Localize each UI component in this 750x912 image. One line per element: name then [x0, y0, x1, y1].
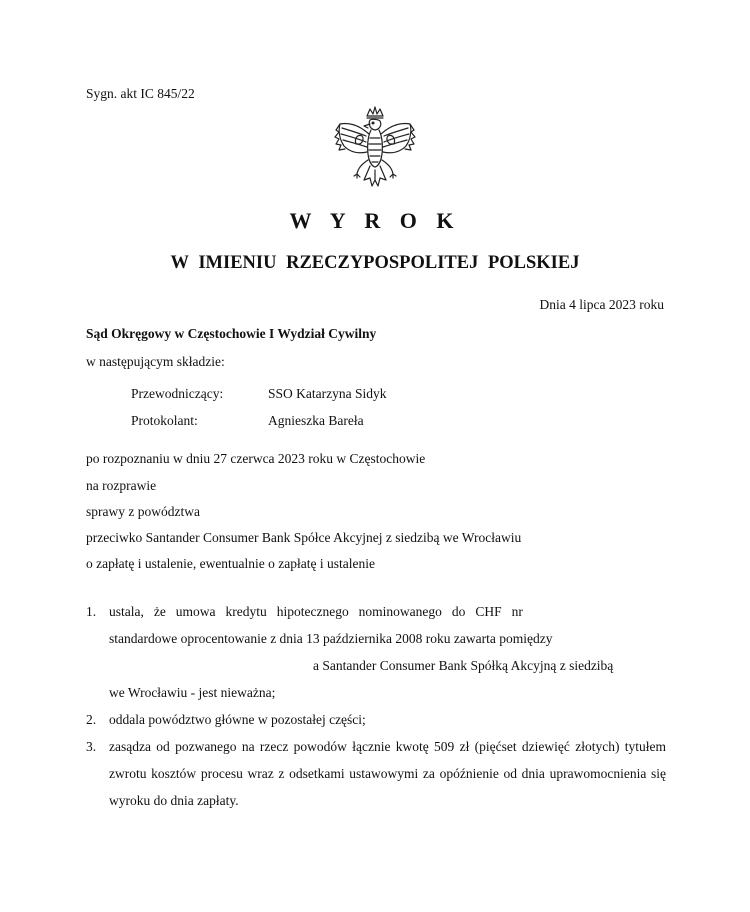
- ruling-line: ustala, że umowa kredytu hipotecznego nominowanego do CHF nr: [109, 604, 523, 619]
- case-number: Sygn. akt IC 845/22: [86, 86, 195, 101]
- ruling-number: 2.: [86, 712, 97, 727]
- ruling-text: oddala powództwo główne w pozostałej części;: [109, 712, 366, 727]
- ruling-text: [109, 598, 666, 706]
- court-name: Sąd Okręgowy w Częstochowie I Wydział Cywilny: [86, 326, 377, 341]
- proceedings-line: na rozprawie: [86, 478, 157, 493]
- ruling-number: 3.: [86, 739, 97, 754]
- presiding-judge-label: Przewodniczący:: [131, 386, 224, 401]
- judgment-date: Dnia 4 lipca 2023 roku: [539, 297, 664, 312]
- proceedings-line: przeciwko Santander Consumer Bank Spółce Akcyjnej z siedzibą we Wrocławiu: [86, 530, 522, 545]
- ruling-text: zasądza od pozwanego na rzecz powodów łącznie kwotę 509 zł (pięćset dziewięć złotych) tytułem zwrotu kosztów procesu wraz z odsetkami ustawowymi za opóźnienie od dnia uprawomocnienia się wyroku do dnia zapłaty.: [109, 739, 666, 808]
- judgment-subtitle: W IMIENIU RZECZYPOSPOLITEJ POLSKIEJ: [170, 253, 580, 273]
- proceedings-line: sprawy z powództwa: [86, 504, 200, 519]
- ruling-line: standardowe oprocentowanie z dnia 13 października 2008 roku zawarta pomiędzy: [109, 631, 553, 646]
- clerk-name: Agnieszka Bareła: [268, 413, 364, 428]
- ruling-item: [86, 733, 666, 814]
- ruling-line: we Wrocławiu - jest nieważna;: [109, 685, 276, 700]
- polish-eagle-emblem-icon: [330, 104, 420, 196]
- composition-intro: w następującym składzie:: [86, 354, 225, 369]
- proceedings-line: o zapłatę i ustalenie, ewentualnie o zapłatę i ustalenie: [86, 556, 375, 571]
- proceedings-line: po rozpoznaniu w dniu 27 czerwca 2023 roku w Częstochowie: [86, 451, 426, 466]
- ruling-item: [86, 706, 666, 733]
- ruling-number: 1.: [86, 604, 97, 619]
- ruling-line: a Santander Consumer Bank Spółką Akcyjną z siedzibą: [313, 658, 614, 673]
- ruling-item: [86, 598, 666, 706]
- judgment-title: W Y R O K: [289, 208, 461, 233]
- clerk-label: Protokolant:: [131, 413, 198, 428]
- presiding-judge-name: SSO Katarzyna Sidyk: [268, 386, 387, 401]
